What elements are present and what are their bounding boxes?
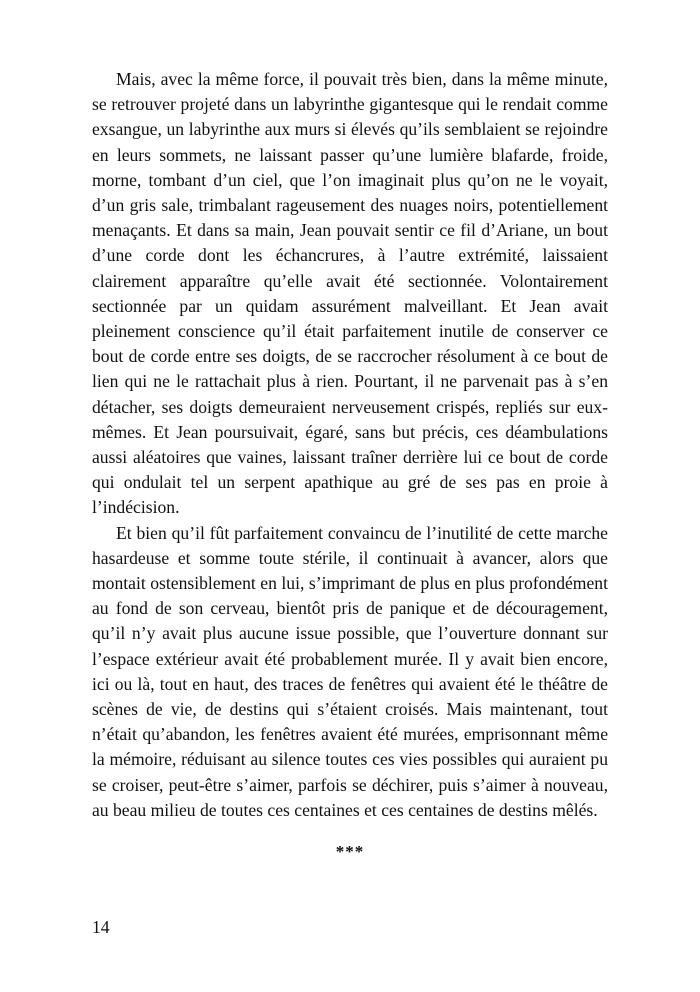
page-body bbox=[92, 67, 608, 864]
paragraph-2: Et bien qu’il fût parfaitement convaincu de l’inutilité de cette marche hasardeuse et somme toute stérile, il continuait à avancer, alors que montait ostensiblement en lui, s’imprimant de plus en plus profondément au fond de son cerveau, bientôt pris de panique et de découragement, qu’il n’y avait plus aucune issue possible, que l’ouverture donnant sur l’espace extérieur avait été probablement murée. Il y avait bien encore, ici ou là, tout en haut, des traces de fenêtres qui avaient été le théâtre de scènes de vie, de destins qui s’étaient croisés. Mais maintenant, tout n’était qu’abandon, les fenêtres avaient été murées, emprisonnant même la mémoire, réduisant au silence toutes ces vies possibles qui auraient pu se croiser, peut-être s’aimer, parfois se déchirer, puis s’aimer à nouveau, au beau milieu de toutes ces centaines et ces centaines de destins mêlés. bbox=[92, 522, 608, 820]
page-number: 14 bbox=[92, 917, 110, 937]
section-separator: *** bbox=[335, 842, 365, 862]
paragraph-1: Mais, avec la même force, il pouvait très bien, dans la même minute, se retrouver projeté dans un labyrinthe gigantesque qui le rendait comme exsangue, un labyrinthe aux murs si élevés qu’ils semblaient se rejoindre en leurs sommets, ne laissant passer qu’une lumière blafarde, froide, morne, tombant d’un ciel, que l’on imaginait plus qu’on ne le voyait, d’un gris sale, trimbalant rageusement des nuages noirs, potentiellement menaçants. Et dans sa main, Jean pouvait sentir ce fil d’Ariane, un bout d’une corde dont les échancrures, à l’autre extrémité, laissaient clairement apparaître qu’elle avait été sectionnée. Volontairement sectionnée par un quidam assurément malveillant. Et Jean avait pleinement conscience qu’il était parfaitement inutile de conserver ce bout de corde entre ses doigts, de se raccrocher résolument à ce bout de lien qui ne le rattachait plus à rien. Pourtant, il ne parvenait pas à s’en détacher, ses doigts demeuraient nerveusement crispés, repliés sur eux-mêmes. Et Jean poursuivait, égaré, sans but précis, ces déambulations aussi aléatoires que vaines, laissant traîner derrière lui ce bout de corde qui ondulait tel un serpent apathique au gré de ses pas en proie à l’indécision. bbox=[92, 69, 608, 518]
